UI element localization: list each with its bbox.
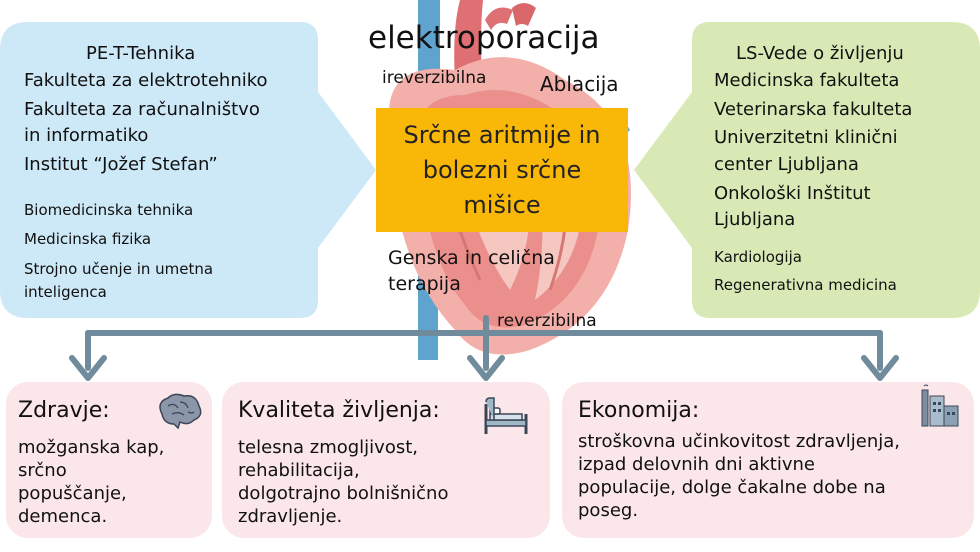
outcome-health-title: Zdravje: (18, 398, 110, 423)
irreversible-label: ireverzibilna (382, 68, 487, 88)
core-topic-line-2: bolezni srčne (422, 155, 582, 184)
left-institution-2-cont: in informatiko (24, 125, 149, 146)
right-field-1: Kardiologija (714, 248, 802, 266)
outcome-quality-line-4: zdravljenje. (238, 506, 343, 527)
ablation-label: Ablacija (540, 72, 619, 96)
outcome-economy-line-1: stroškovna učinkovitost zdravljenja, (578, 431, 901, 452)
outcome-economy-line-2: izpad delovnih dni aktivne (578, 454, 815, 475)
core-topic-line-3: mišice (463, 190, 541, 219)
therapy-line-1: Genska in celična (388, 247, 555, 269)
brain-icon (154, 392, 204, 430)
reversible-label: reverzibilna (497, 311, 597, 331)
left-field-2: Medicinska fizika (24, 230, 152, 248)
outcome-quality-line-3: dolgotrajno bolnišnično (238, 483, 449, 504)
outcome-economy-line-4: poseg. (578, 500, 639, 521)
right-institution-3-cont: center Ljubljana (714, 154, 859, 175)
right-panel-title: LS-Vede o življenju (736, 43, 904, 64)
hospital-bed-icon (482, 394, 530, 436)
left-field-3: Strojno učenje in umetna (24, 260, 214, 278)
right-institution-4-cont: Ljubljana (714, 209, 796, 230)
left-field-1: Biomedicinska tehnika (24, 201, 194, 219)
therapy-line-2: terapija (388, 273, 461, 295)
left-institution-1: Fakulteta za elektrotehniko (24, 70, 268, 91)
outcome-quality-line-2: rehabilitacija, (238, 460, 360, 481)
outcome-economy-line-3: populacije, dolge čakalne dobe na (578, 477, 886, 498)
electroporation-title: elektroporacija (368, 20, 600, 56)
outcome-health-line-2: srčno (18, 460, 67, 481)
right-institution-1: Medicinska fakulteta (714, 70, 900, 91)
outcome-health-line-4: demenca. (18, 506, 108, 527)
left-institution-3: Institut “Jožef Stefan” (24, 154, 218, 175)
left-institution-2: Fakulteta za računalništvo (24, 99, 260, 120)
outcome-economy-title: Ekonomija: (578, 398, 700, 423)
outcome-quality-line-1: telesna zmogljivost, (238, 437, 418, 458)
core-topic-line-1: Srčne aritmije in (403, 120, 601, 149)
right-institution-2: Veterinarska fakulteta (714, 99, 913, 120)
outcome-health-line-1: možganska kap, (18, 437, 165, 458)
factory-icon (918, 384, 962, 428)
left-panel-title: PE-T-Tehnika (86, 43, 196, 64)
right-institution-4: Onkološki Inštitut (714, 183, 871, 204)
outcome-health-line-3: popuščanje, (18, 483, 127, 504)
outcome-quality-title: Kvaliteta življenja: (238, 398, 440, 423)
right-field-2: Regenerativna medicina (714, 276, 897, 294)
right-institution-3: Univerzitetni klinični (714, 127, 898, 148)
left-field-3-cont: inteligenca (24, 283, 107, 301)
